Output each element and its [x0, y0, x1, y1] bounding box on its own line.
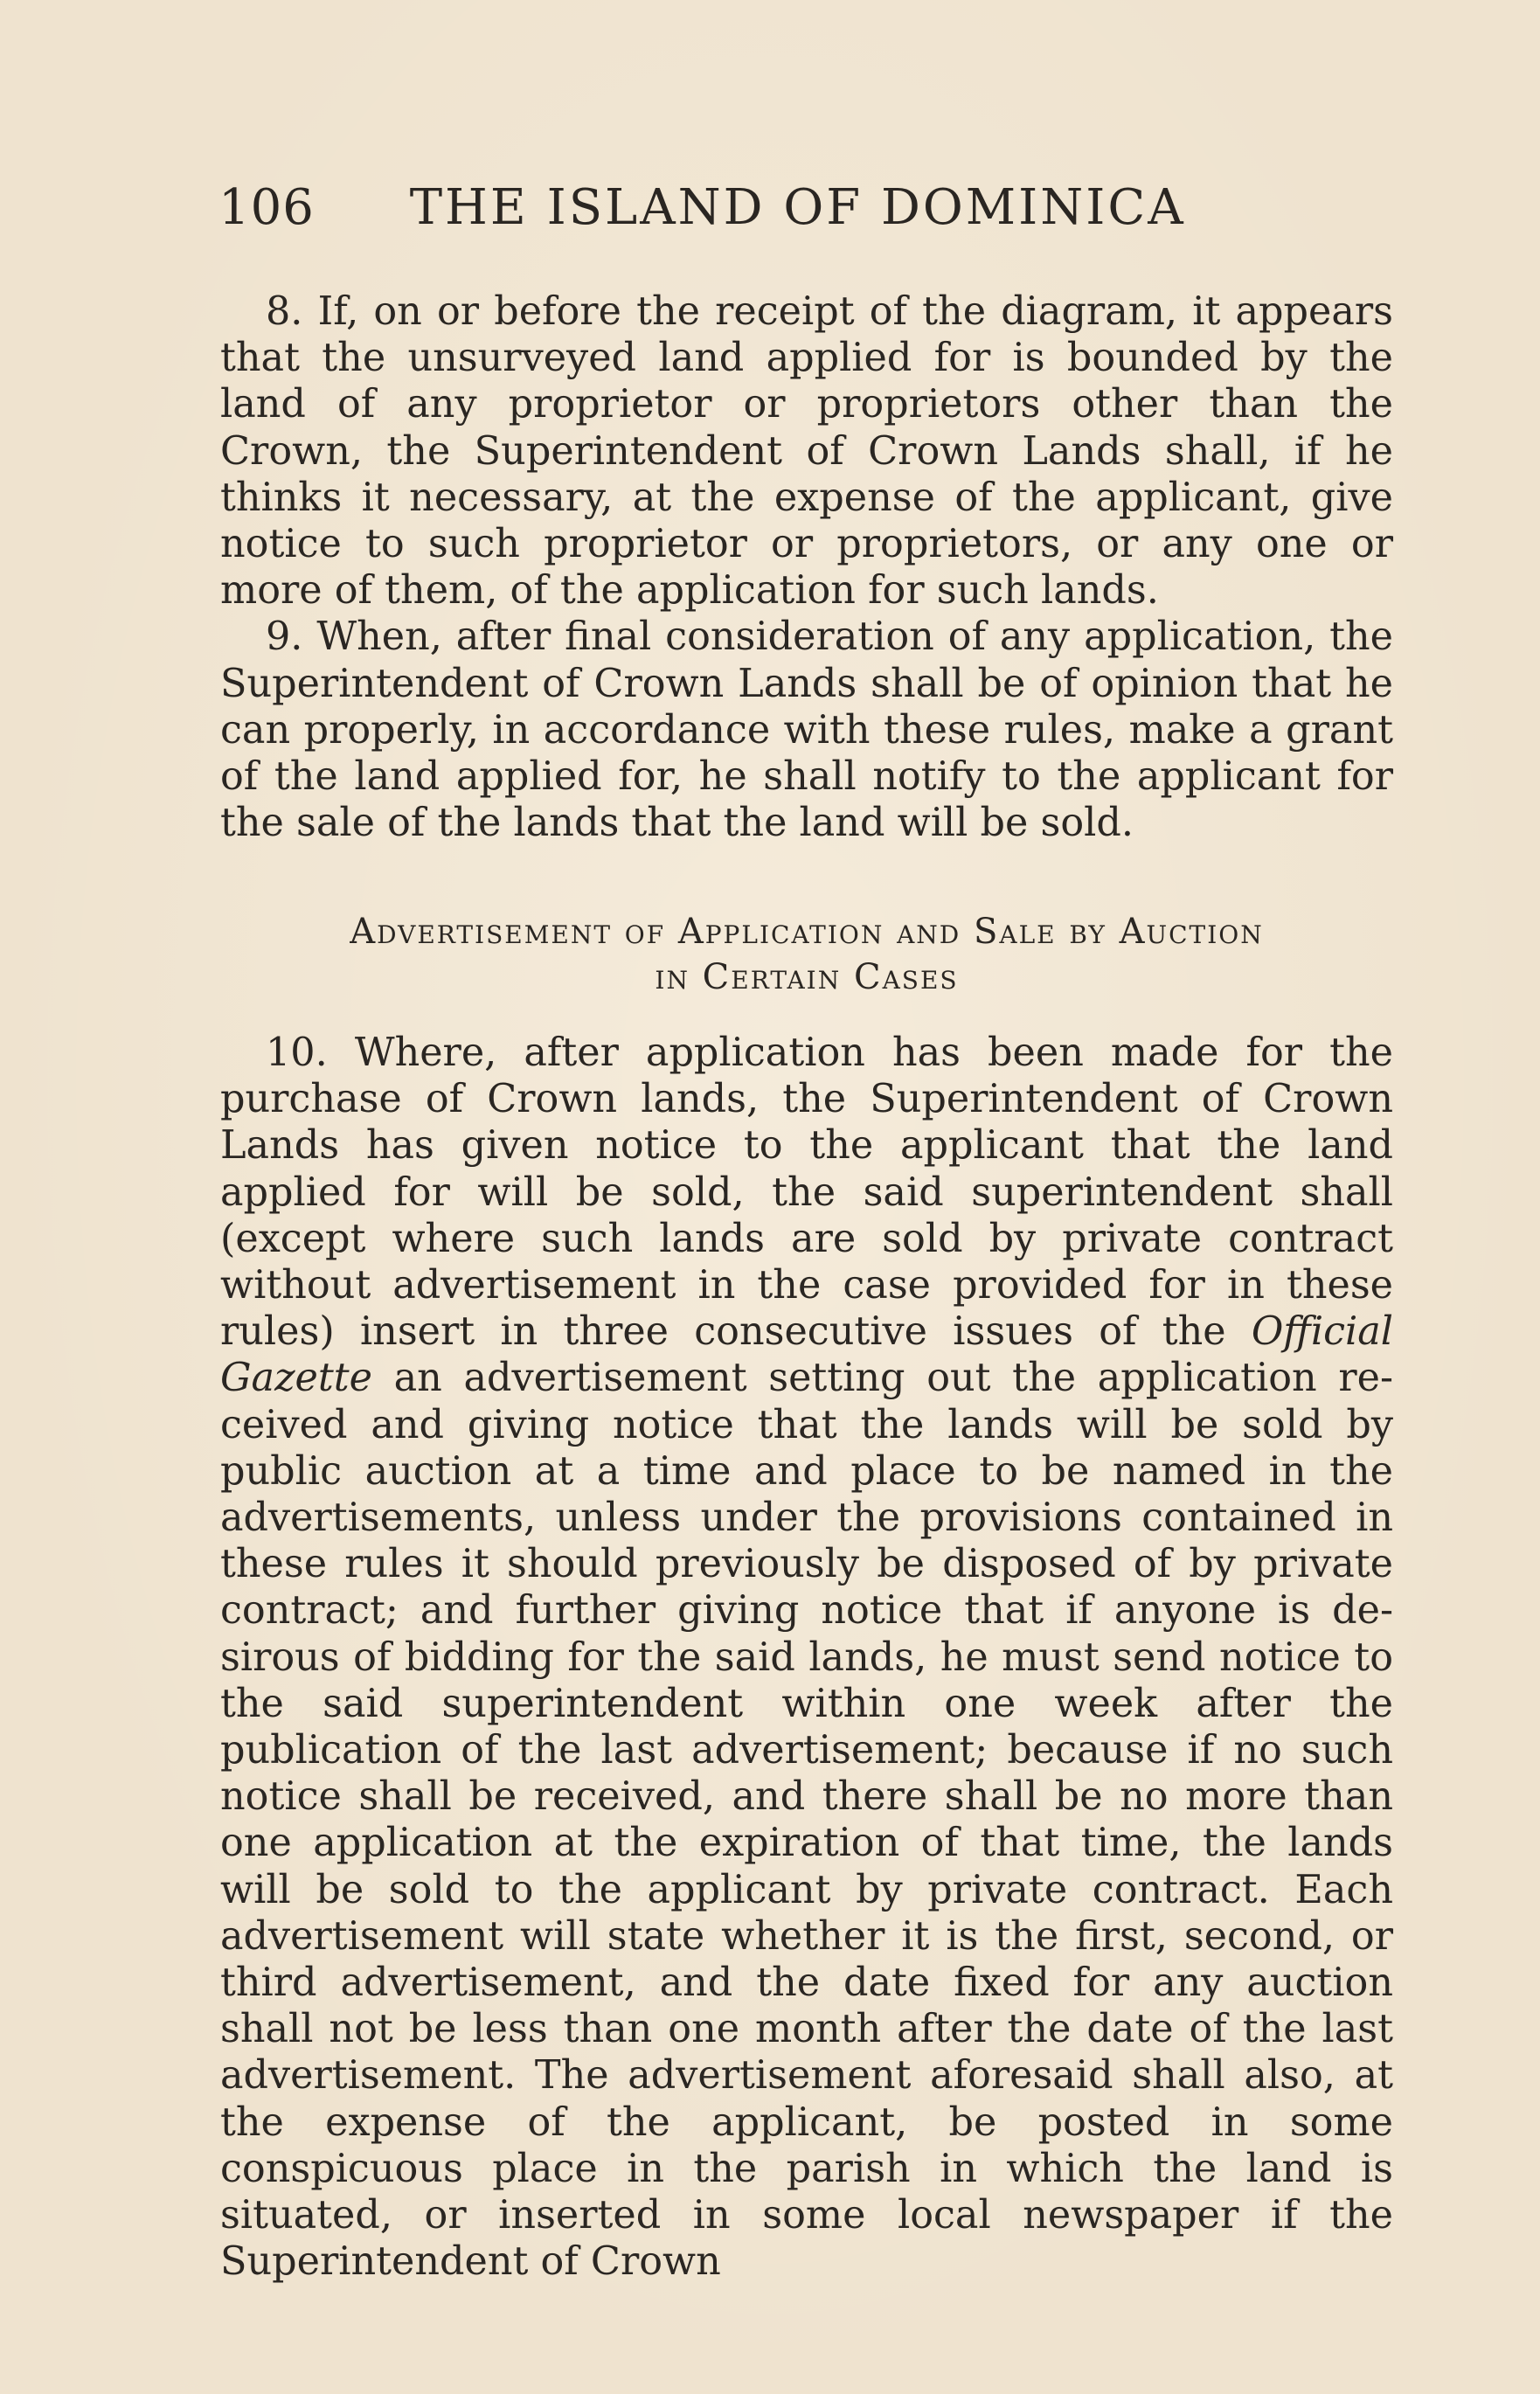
rule-10-text-end: an advertisement setting out the application received and giving notice that the lands will be sold by public auction at a time and place to be named in the advertisements, unless under the provisions contained in these rules it should previously be disposed of by private contract; and further giving notice that if anyone is desirous of bidding for the said lands, he must send notice to the said superintendent within one week after the publication of the last advertisement; because if no such notice shall be received, and there shall be no more than one application at the expiration of that time, the lands will be sold to the applicant by private contract. Each advertisement will state whether it is the first, second, or third advertisement, and the date fixed for any auction shall not be less than one month after the date of the last advertisement. The advertisement aforesaid shall also, at the expense of the applicant, be posted in some conspicuous place in the parish in which the land is situated, or inserted in some local newspaper if the Superintendent of Crown: [220, 1356, 1393, 2285]
section-heading-line-1: Advertisement of Application and Sale by Auction: [350, 912, 1264, 952]
paragraph-rule-8: 8. If, on or before the receipt of the diagram, it appears that the unsurveyed land applied for is bounded by the land of any proprietor or proprietors other than the Crown, the Superintendent of Crown Lands shall, if he thinks it necessary, at the expense of the applicant, give notice to such proprietor or proprietors, or any one or more of them, of the application for such lands.: [220, 289, 1393, 614]
text-block-rule-10: [220, 1030, 1393, 2285]
text-block-rules-8-9: [220, 288, 1393, 846]
paragraph-rule-10: [220, 1030, 1393, 2285]
paragraph-rule-9: 9. When, after final consideration of any application, the Superintendent of Crown Lands shall be of opinion that he can properly, in accordance with these rules, make a grant of the land applied for, he shall notify to the applicant for the sale of the lands that the land will be sold.: [220, 614, 1393, 846]
rule-10-text-start: 10. Where, after application has been made for the purchase of Crown lands, the Superintendent of Crown Lands has given notice to the applicant that the land applied for will be sold, the said superintendent shall (except where such lands are sold by private contract without advertisement in the case provided for in these rules) insert in three consecutive issues of the: [220, 1030, 1393, 1355]
section-heading-line-2: in Certain Cases: [655, 957, 959, 997]
official-gazette-title: Official Gazette: [220, 1309, 1393, 1401]
section-heading: [220, 909, 1393, 1000]
running-title: THE ISLAND OF DOMINICA: [409, 179, 1186, 236]
page-number: 106: [219, 179, 315, 236]
page-header: [219, 179, 1267, 240]
